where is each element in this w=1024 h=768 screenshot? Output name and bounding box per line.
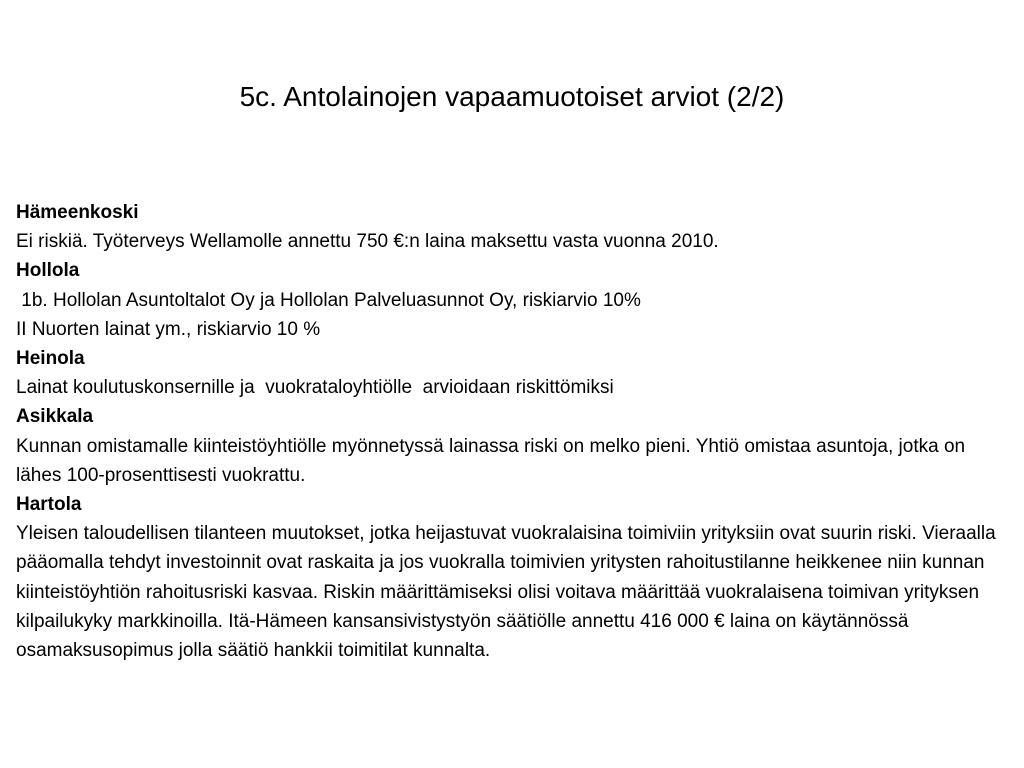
section-text-heinola: Lainat koulutuskonsernille ja vuokrataloyhtiölle arvioidaan riskittömiksi (16, 377, 614, 399)
section-heinola (16, 344, 1008, 402)
section-heading-heinola: Heinola (16, 348, 85, 370)
section-text-asikkala: Kunnan omistamalle kiinteistöyhtiölle myönnetyssä lainassa riski on melko pieni. Yhtiö omistaa asuntoja, jotka on lähes 100-prosenttisesti vuokrattu. (16, 435, 971, 486)
section-text-hollola-1: 1b. Hollolan Asuntoltalot Oy ja Hollolan Palveluasunnot Oy, riskiarvio 10% (16, 289, 641, 311)
section-heading-hameenkoski: Hämeenkoski (16, 202, 139, 223)
section-hollola (16, 256, 1008, 344)
section-hameenkoski (16, 198, 1008, 256)
section-heading-hollola: Hollola (16, 260, 80, 282)
slide-body (16, 198, 1008, 665)
section-heading-asikkala: Asikkala (16, 406, 94, 428)
section-text-hameenkoski: Ei riskiä. Työterveys Wellamolle annettu 750 €:n laina maksettu vasta vuonna 2010. (16, 231, 719, 253)
section-heading-hartola: Hartola (16, 494, 82, 516)
section-text-hartola: Yleisen taloudellisen tilanteen muutokset, jotka heijastuvat vuokralaisina toimiviin yrityksiin ovat suurin riski. Vieraalla pääomalla tehdyt investoinnit ovat raskaita ja jos vuokralla toimivien yritysten rahoitustilanne heikkenee niin kunnan kiinteistöyhtiön rahoitusriski kasvaa. Riskin määrittämiseksi olisi voitava määrittää vuokralaisena toimivan yrityksen kilpailukyky markkinoilla. Itä-Hämeen kansansivistystyön säätiölle annettu 416 000 € laina on käytännössä osamaksusopimus jolla säätiö hankkii toimitilat kunnalta. (16, 523, 1001, 662)
section-hartola (16, 490, 1008, 665)
section-text-hollola-2: II Nuorten lainat ym., riskiarvio 10 % (16, 318, 321, 340)
section-asikkala (16, 402, 1008, 490)
slide-title: 5c. Antolainojen vapaamuotoiset arviot (2/2) (239, 81, 785, 112)
